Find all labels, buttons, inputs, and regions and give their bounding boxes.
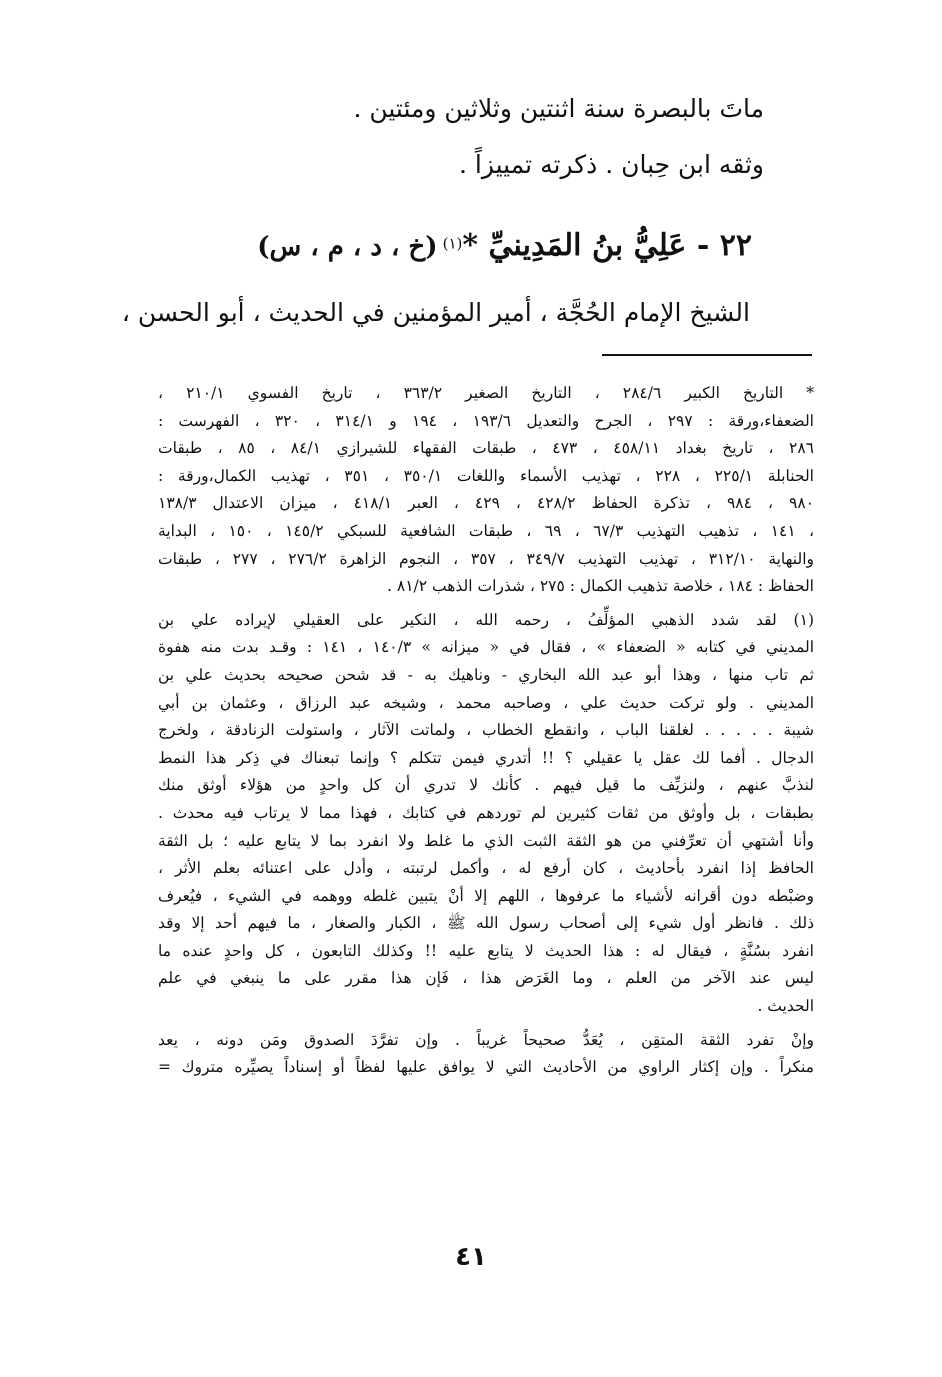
footnote-line: الدجال . أفما لك عقل يا عقيلي ؟ !! أتدري فيمن تتكلم ؟ وإنما تبعناك في ذِكر هذا النمط bbox=[158, 748, 814, 767]
footnote-line: * التاريخ الكبير ٢٨٤/٦ ، التاريخ الصغير ٣٦٣/٢ ، تاريخ الفسوي ٢١٠/١ ، bbox=[158, 384, 814, 402]
footnote-line: انفرد بسُنَّةٍ ، فيقال له : هذا الحديث لا يتابع عليه !! وكذلك التابعون ، كل واحدٍ عنده ما bbox=[158, 941, 814, 960]
footnote-line: الحديث . bbox=[757, 997, 814, 1016]
footnote-line: المديني . ولو تركت حديث علي ، وصاحبه محمد ، وشيخه عبد الرزاق ، وعثمان بن أبي bbox=[158, 693, 814, 712]
footnote-line: والنهاية ٣١٢/١٠ ، تهذيب التهذيب ٣٤٩/٧ ، ٣٥٧ ، النجوم الزاهرة ٢٧٦/٢ ، ٢٧٧ ، طبقات bbox=[158, 549, 814, 568]
footnote-line: وأنا أشتهي أن تعرِّفني من هو الثقة الثبت الذي ما غلط ولا انفرد بما لا يتابع عليه ؛ بل الثقة bbox=[158, 831, 814, 850]
footnote-line: المديني في كتابه « الضعفاء » ، فقال في « ميزانه » ١٤٠/٣ ، ١٤١ : وقـد بدت منه هفوة bbox=[158, 638, 815, 657]
footnote-continuation bbox=[158, 1027, 814, 1082]
footnote-1 bbox=[158, 607, 814, 1021]
entry-footnote-ref: (١) bbox=[442, 234, 463, 253]
footnote-line: (١) لقد شدد الذهبي المؤلِّفُ ، رحمه الله ، النكير على العقيلي لإيراده علي بن bbox=[158, 610, 814, 629]
footnote-line: ٩٨٠ ، ٩٨٤ ، تذكرة الحفاظ ٤٢٨/٢ ، ٤٢٩ ، العبر ٤١٨/١ ، ميزان الاعتدال ١٣٨/٣ bbox=[158, 494, 814, 513]
footnote-line: ثم تاب منها ، وهذا أبو عبد الله البخاري - وناهيك به - قد شحن صحيحه بحديث علي بن bbox=[158, 665, 814, 684]
footnote-line: لنذبَّ عنهم ، ولنزيِّف ما قيل فيهم . كأنك لا تدري أن كل واحدٍ من هؤلاء أوثق منك bbox=[158, 776, 814, 795]
footnote-line: الحافظ إذا انفرد بأحاديث ، كان أرفع له ، وأكمل لرتبته ، وأدل على اعتنائه بعلم الأثر ، bbox=[158, 859, 814, 878]
footnote-line: بطبقات ، بل وأوثق من ثقات كثيرين لم توردهم في كتابك ، فهذا مما لا يرتاب فيه محدث . bbox=[158, 803, 814, 822]
footnote-line: الحفاظ : ١٨٤ ، خلاصة تذهيب الكمال : ٢٧٥ ، شذرات الذهب ٨١/٢ . bbox=[387, 577, 814, 596]
entry-codes: (خ ، د ، م ، س) bbox=[257, 232, 438, 262]
footnote-line: ذلك . فانظر أول شيء إلى أصحاب رسول الله ﷺ ، الكبار والصغار ، ما فيهم أحد إلا وقد bbox=[158, 914, 814, 933]
footnote-line: وإنْ تفرد الثقة المتقِن ، يُعَدُّ صحيحاً غريباً . وإن تفرَّدَ الصدوق ومَن دونه ، يعد bbox=[158, 1030, 814, 1049]
footnote-line: ليس عند الآخر من العلم ، وما الغَرَض هذا ، فَإن هذا مقرر على ما ينبغي في علم bbox=[158, 969, 814, 988]
entry-title-line: الشيخ الإمام الحُجَّة ، أمير المؤمنين في الحديث ، أبو الحسن ، bbox=[121, 298, 750, 327]
footnote-line: ٢٨٦ ، تاريخ بغداد ٤٥٨/١١ ، ٤٧٣ ، طبقات الفقهاء للشيرازي ٨٤/١ ، ٨٥ ، طبقات bbox=[158, 439, 815, 458]
footnote-line: وضبْطه دون أقرانه لأشياء ما عرفوها ، اللهم إلا أنْ يتبين غلطه ووهمه في الشيء ، فيُعرف bbox=[158, 886, 814, 905]
entry-name: ٢٢ - عَلِيُّ بنُ المَدِينيِّ * bbox=[462, 228, 752, 263]
footnote-line: ، ١٤١ ، تذهيب التهذيب ٦٧/٣ ، ٦٩ ، طبقات الشافعية للسبكي ١٤٥/٢ ، ١٥٠ ، البداية bbox=[158, 521, 814, 540]
main-line-trust: وثقه ابن حِبان . ذكرته تمييزاً . bbox=[459, 150, 764, 179]
page-number: ٤١ bbox=[455, 1242, 487, 1272]
sources-footnote bbox=[158, 380, 814, 601]
footnote-line: منكراً . وإن إكثار الراوي من الأحاديث التي لا يوافق عليها لفظاً أو إسناداً يصيِّره متروك = bbox=[158, 1058, 814, 1077]
entry-heading bbox=[192, 228, 752, 263]
footnotes bbox=[158, 380, 814, 1088]
footnote-line: شيبة . . . . . لغلقنا الباب ، وانقطع الخطاب ، ولماتت الآثار ، واستولت الزنادقة ، ولخرج bbox=[158, 721, 814, 740]
main-line-death: ماتَ بالبصرة سنة اثنتين وثلاثين ومئتين . bbox=[353, 94, 764, 123]
footnote-divider bbox=[602, 354, 812, 356]
footnote-line: الضعفاء،ورقة : ٢٩٧ ، الجرح والتعديل ١٩٣/٦ ، ١٩٤ و ٣١٤/١ ، ٣٢٠ ، الفهرست : bbox=[158, 411, 814, 430]
footnote-line: الحنابلة ٢٢٥/١ ، ٢٢٨ ، تهذيب الأسماء واللغات ٣٥٠/١ ، ٣٥١ ، تهذيب الكمال،ورقة : bbox=[158, 466, 814, 485]
main-text bbox=[164, 92, 764, 204]
